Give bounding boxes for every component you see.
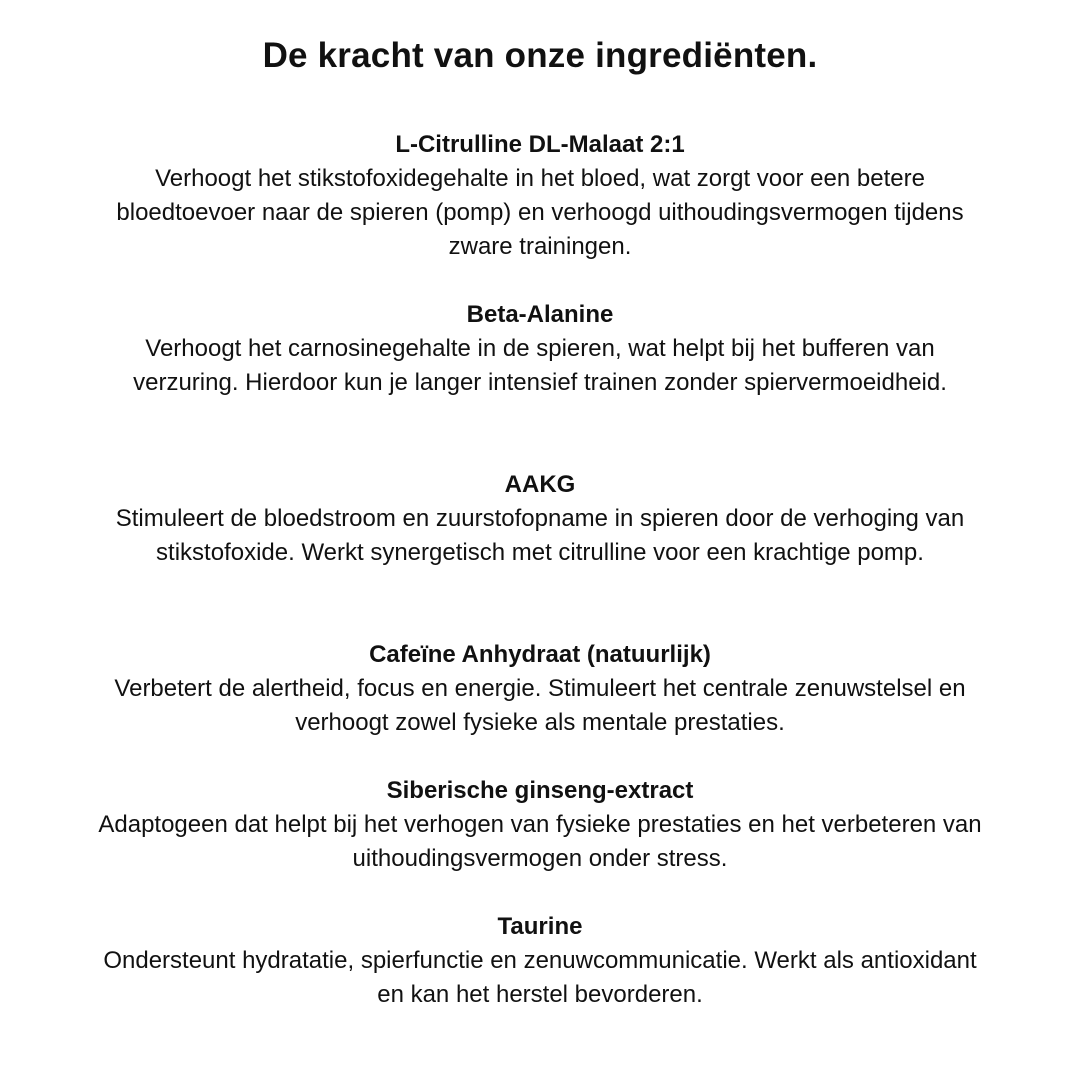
ingredient-heading: AAKG	[504, 471, 576, 498]
ingredient-description: Verhoogt het stikstofoxidegehalte in het bloed, wat zorgt voor een betere bloedtoevoer naar de spieren (pomp) en verhoogd uithoudingsvermogen tijdens zware trainingen.	[116, 165, 964, 260]
ingredient-description: Ondersteunt hydratatie, spierfunctie en zenuwcommunicatie. Werkt als antioxidant en kan het herstel bevorderen.	[103, 947, 977, 1008]
ingredient-description: Adaptogeen dat helpt bij het verhogen van fysieke prestaties en het verbeteren van uithoudingsvermogen onder stress.	[98, 811, 982, 872]
ingredient-heading: Siberische ginseng-extract	[386, 777, 694, 804]
page-title: De kracht van onze ingrediënten.	[262, 36, 818, 75]
ingredient-heading: Beta-Alanine	[466, 301, 614, 328]
ingredient-description: Verhoogt het carnosinegehalte in de spieren, wat helpt bij het bufferen van verzuring. Hierdoor kun je langer intensief trainen zonder spiervermoeidheid.	[133, 335, 947, 396]
ingredient-section-beta-alanine	[90, 298, 990, 400]
ingredient-section-l-citrulline	[90, 128, 990, 264]
ingredient-heading: Cafeïne Anhydraat (natuurlijk)	[369, 641, 711, 668]
ingredient-description: Stimuleert de bloedstroom en zuurstofopname in spieren door de verhoging van stikstofoxide. Werkt synergetisch met citrulline voor een krachtige pomp.	[115, 505, 965, 566]
ingredient-heading: Taurine	[497, 913, 583, 940]
ingredient-section-aakg	[90, 468, 990, 570]
ingredient-section-ginseng	[90, 774, 990, 876]
ingredient-heading: L-Citrulline DL-Malaat 2:1	[395, 131, 685, 158]
ingredient-description: Verbetert de alertheid, focus en energie. Stimuleert het centrale zenuwstelsel en verhoogt zowel fysieke als mentale prestaties.	[114, 675, 966, 736]
ingredient-section-cafeine	[90, 638, 990, 740]
ingredient-section-taurine	[90, 910, 990, 1012]
